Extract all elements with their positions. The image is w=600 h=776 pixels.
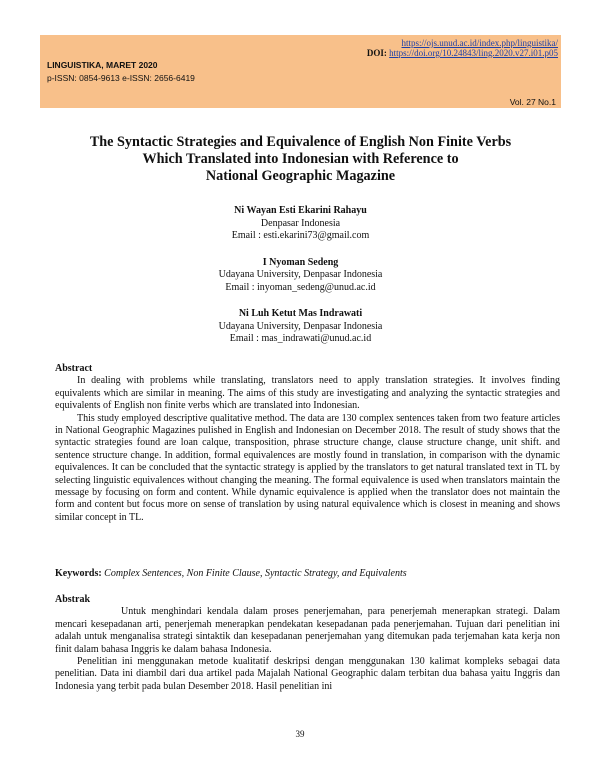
paper-title <box>40 134 561 185</box>
journal-name: LINGUISTIKA, MARET 2020 <box>47 60 158 70</box>
title-line: The Syntactic Strategies and Equivalence of English Non Finite Verbs <box>89 134 512 150</box>
author-list <box>40 205 561 360</box>
author-affiliation: Denpasar Indonesia <box>260 217 341 229</box>
author-affiliation: Udayana University, Denpasar Indonesia <box>218 269 383 280</box>
author-block <box>40 257 561 295</box>
author-affiliation: Udayana University, Denpasar Indonesia <box>218 320 383 332</box>
author-block <box>40 308 561 346</box>
abstrak-paragraph: Untuk menghindari kendala dalam proses penerjemahan, para penerjemah menerapkan strategi. Dalam mencari kesepadanan arti, penerjemah menerapkan pendekatan kesepadanan pada penerjemahan. Tujuan dari penelitian ini adalah untuk menganalisa strategi sintaktik dan kesepadanan penerjemahan yang ditemukan pada terjemahan kata kerja non finit dalam bahasa Inggris ke dalam bahasa Indonesia. <box>55 606 560 655</box>
abstrak-paragraph: Penelitian ini menggunakan metode kualitatif deskripsi dengan menggunakan 130 kalimat kompleks sebagai data penelitian. Data ini diambil dari dua artikel pada Majalah National Geographic dalam terbitan dua bahasa yaitu Inggris dan Indonesia yang terbit pada bulan Desember 2018. Hasil penelitian ini <box>55 656 560 692</box>
abstract-heading: Abstract <box>55 363 93 374</box>
author-block <box>40 205 561 243</box>
author-name: I Nyoman Sedeng <box>262 256 339 268</box>
author-name: Ni Wayan Esti Ekarini Rahayu <box>234 205 367 216</box>
keywords-label: Keywords: <box>55 568 102 579</box>
doi-link[interactable]: https://doi.org/10.24843/ling.2020.v27.i01.p05 <box>389 48 558 58</box>
author-email: Email : inyoman_sedeng@unud.ac.id <box>225 281 376 293</box>
title-line: National Geographic Magazine <box>205 168 396 184</box>
abstract-section <box>55 363 560 524</box>
author-email: Email : mas_indrawati@unud.ac.id <box>229 333 372 344</box>
keywords-text: Complex Sentences, Non Finite Clause, Syntactic Strategy, and Equivalents <box>104 568 407 579</box>
volume-label: Vol. 27 No.1 <box>509 97 556 107</box>
journal-url-link[interactable]: https://ojs.unud.ac.id/index.php/linguistika/ <box>401 38 558 48</box>
abstract-paragraph: This study employed descriptive qualitative method. The data are 130 complex sentences taken from two feature articles in National Geographic Magazines pulished in English and Indonesian on December 2018. The result of study shows that the syntactic strategies found are loan calque, transposition, phrase structure change, clause structure change, unit shift. and sentence structure change. In addition, formal equivalences are mostly found in translation, in comparison with the dynamic equivalences. It can be concluded that the syntactic strategy is applied by the translators to get natural translated text in TL by selecting linguistic equivalences without changing the meaning. The formal equivalence is used when translators maintain the message by focusing on form and content. While dynamic equivalence is applied when the translator does not maintain the form and content but focus more on sense of translation by using natural equivalence which is closest in meaning and shows similar concept in TL. <box>55 412 560 523</box>
author-email: Email : esti.ekarini73@gmail.com <box>231 230 370 241</box>
abstrak-section <box>55 594 560 693</box>
doi-label: DOI: <box>366 48 387 58</box>
abstract-paragraph: In dealing with problems while translating, translators need to apply translation strategies. It involves finding equivalents which are similar in meaning. The aims of this study are investigating and analyzing the syntactic strategies and equivalents of English non finite verbs which are translated into Indonesian. <box>55 375 560 412</box>
abstrak-heading: Abstrak <box>55 594 91 605</box>
title-line: Which Translated into Indonesian with Reference to <box>142 151 459 167</box>
issn-line: p-ISSN: 0854-9613 e-ISSN: 2656-6419 <box>47 73 195 83</box>
page-number: 39 <box>295 729 305 739</box>
author-name: Ni Luh Ketut Mas Indrawati <box>238 308 363 319</box>
keywords-line <box>55 568 560 579</box>
doi-line <box>367 48 558 58</box>
